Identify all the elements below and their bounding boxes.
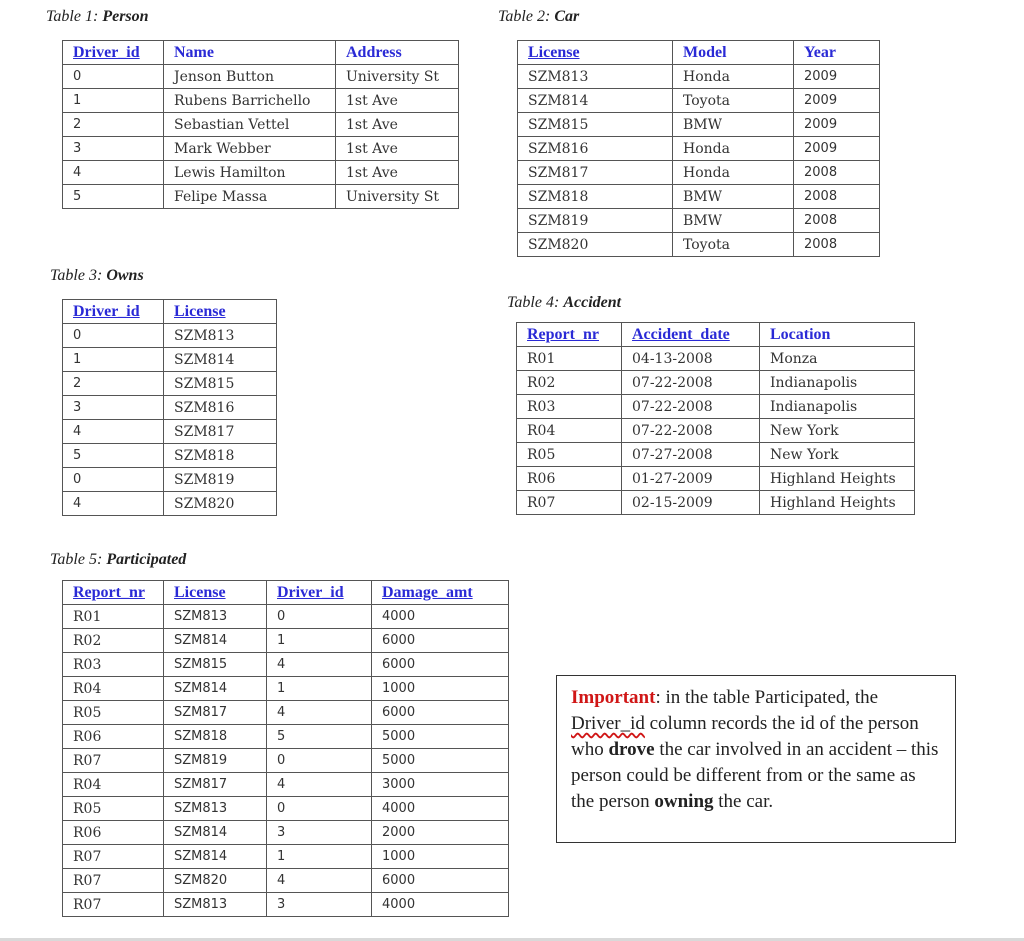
table-row bbox=[63, 629, 509, 653]
table-cell: 3 bbox=[267, 821, 372, 845]
table-cell: SZM817 bbox=[164, 701, 267, 725]
table-cell: 4 bbox=[267, 773, 372, 797]
table-cell: R07 bbox=[63, 893, 164, 917]
table-row bbox=[63, 372, 277, 396]
table-cell: R04 bbox=[63, 773, 164, 797]
table-cell: University St bbox=[336, 185, 459, 209]
note-text: column records the id of the person who bbox=[571, 713, 919, 760]
table-cell: SZM815 bbox=[164, 372, 277, 396]
table-row bbox=[63, 420, 277, 444]
column-header: License bbox=[164, 581, 267, 605]
table-row bbox=[63, 89, 459, 113]
table-cell: 2009 bbox=[794, 137, 880, 161]
table-row bbox=[63, 444, 277, 468]
table-cell: SZM814 bbox=[518, 89, 673, 113]
table-cell: 4 bbox=[63, 420, 164, 444]
table-cell: Highland Heights bbox=[760, 467, 915, 491]
table-cell: 1st Ave bbox=[336, 161, 459, 185]
table-row bbox=[63, 869, 509, 893]
table-cell: Indianapolis bbox=[760, 371, 915, 395]
table-cell: 1000 bbox=[372, 677, 509, 701]
table-row bbox=[63, 324, 277, 348]
caption-number: Table 3: bbox=[50, 267, 103, 284]
table-cell: 6000 bbox=[372, 629, 509, 653]
table-cell: 0 bbox=[267, 605, 372, 629]
table-cell: Honda bbox=[673, 161, 794, 185]
participated-table-caption bbox=[50, 551, 186, 569]
table-cell: Sebastian Vettel bbox=[164, 113, 336, 137]
table-cell: 07-22-2008 bbox=[622, 395, 760, 419]
table-header-row bbox=[63, 581, 509, 605]
table-cell: 04-13-2008 bbox=[622, 347, 760, 371]
table-cell: 2008 bbox=[794, 233, 880, 257]
table-header-row bbox=[518, 41, 880, 65]
table-row bbox=[63, 845, 509, 869]
table-cell: R07 bbox=[63, 749, 164, 773]
table-cell: 2008 bbox=[794, 185, 880, 209]
table-row bbox=[518, 113, 880, 137]
table-cell: 4 bbox=[267, 653, 372, 677]
table-cell: SZM814 bbox=[164, 629, 267, 653]
table-row bbox=[518, 89, 880, 113]
table-cell: 07-27-2008 bbox=[622, 443, 760, 467]
table-cell: Honda bbox=[673, 65, 794, 89]
table-cell: R06 bbox=[517, 467, 622, 491]
table-cell: 1 bbox=[267, 629, 372, 653]
table-row bbox=[63, 137, 459, 161]
table-cell: SZM819 bbox=[164, 749, 267, 773]
table-cell: 07-22-2008 bbox=[622, 419, 760, 443]
table-row bbox=[517, 347, 915, 371]
table-cell: SZM814 bbox=[164, 845, 267, 869]
column-header: Model bbox=[673, 41, 794, 65]
table-cell: BMW bbox=[673, 185, 794, 209]
table-row bbox=[518, 65, 880, 89]
table-cell: Mark Webber bbox=[164, 137, 336, 161]
table-row bbox=[63, 677, 509, 701]
table-row bbox=[63, 773, 509, 797]
column-header: Report_nr bbox=[517, 323, 622, 347]
table-cell: 1 bbox=[63, 89, 164, 113]
person-table-caption bbox=[46, 8, 149, 26]
table-cell: R07 bbox=[517, 491, 622, 515]
table-cell: SZM813 bbox=[164, 605, 267, 629]
table-cell: R04 bbox=[63, 677, 164, 701]
table-row bbox=[63, 797, 509, 821]
table-row bbox=[517, 395, 915, 419]
table-cell: 0 bbox=[63, 324, 164, 348]
column-header: Driver_id bbox=[267, 581, 372, 605]
table-cell: R05 bbox=[517, 443, 622, 467]
table-cell: 5000 bbox=[372, 725, 509, 749]
table-cell: 6000 bbox=[372, 701, 509, 725]
table-cell: Jenson Button bbox=[164, 65, 336, 89]
table-cell: SZM817 bbox=[164, 420, 277, 444]
table-cell: Toyota bbox=[673, 89, 794, 113]
table-cell: R06 bbox=[63, 821, 164, 845]
table-row bbox=[63, 725, 509, 749]
table-cell: SZM814 bbox=[164, 677, 267, 701]
table-cell: 2009 bbox=[794, 113, 880, 137]
table-cell: SZM819 bbox=[164, 468, 277, 492]
table-row bbox=[63, 653, 509, 677]
caption-name: Person bbox=[102, 8, 149, 25]
table-cell: 1st Ave bbox=[336, 89, 459, 113]
caption-number: Table 4: bbox=[507, 294, 560, 311]
table-cell: 2008 bbox=[794, 209, 880, 233]
table-cell: 4000 bbox=[372, 605, 509, 629]
driver-id-term: Driver_id bbox=[571, 713, 645, 734]
table-cell: 07-22-2008 bbox=[622, 371, 760, 395]
table-header-row bbox=[517, 323, 915, 347]
table-header-row bbox=[63, 300, 277, 324]
table-cell: SZM819 bbox=[518, 209, 673, 233]
column-header: Driver_id bbox=[63, 41, 164, 65]
caption-name: Car bbox=[554, 8, 580, 25]
table-cell: SZM817 bbox=[164, 773, 267, 797]
table-cell: 3 bbox=[63, 137, 164, 161]
table-cell: 6000 bbox=[372, 653, 509, 677]
table-row bbox=[63, 492, 277, 516]
table-cell: R05 bbox=[63, 701, 164, 725]
table-cell: 4000 bbox=[372, 893, 509, 917]
owns-table-caption bbox=[50, 267, 144, 285]
table-row bbox=[63, 396, 277, 420]
table-cell: SZM814 bbox=[164, 348, 277, 372]
table-cell: SZM813 bbox=[518, 65, 673, 89]
table-cell: SZM817 bbox=[518, 161, 673, 185]
table-cell: SZM816 bbox=[164, 396, 277, 420]
caption-name: Owns bbox=[106, 267, 144, 284]
table-cell: 3 bbox=[63, 396, 164, 420]
table-cell: University St bbox=[336, 65, 459, 89]
note-text: the car involved in an accident – this person could be different from or the same as the person bbox=[571, 739, 939, 812]
table-row bbox=[518, 137, 880, 161]
table-cell: Rubens Barrichello bbox=[164, 89, 336, 113]
table-cell: 1st Ave bbox=[336, 113, 459, 137]
table-cell: SZM818 bbox=[164, 725, 267, 749]
note-text: the car. bbox=[713, 791, 774, 812]
column-header: Damage_amt bbox=[372, 581, 509, 605]
column-header: Accident_date bbox=[622, 323, 760, 347]
column-header: Location bbox=[760, 323, 915, 347]
table-row bbox=[63, 701, 509, 725]
accident-table-caption bbox=[507, 294, 621, 312]
table-cell: 3000 bbox=[372, 773, 509, 797]
table-cell: Toyota bbox=[673, 233, 794, 257]
table-cell: 4000 bbox=[372, 797, 509, 821]
table-cell: SZM813 bbox=[164, 324, 277, 348]
important-note bbox=[556, 675, 956, 843]
table-cell: R02 bbox=[63, 629, 164, 653]
table-row bbox=[63, 749, 509, 773]
table-cell: 1 bbox=[267, 677, 372, 701]
table-cell: SZM816 bbox=[518, 137, 673, 161]
table-cell: SZM815 bbox=[518, 113, 673, 137]
caption-number: Table 5: bbox=[50, 551, 103, 568]
table-row bbox=[63, 821, 509, 845]
table-row bbox=[518, 209, 880, 233]
table-cell: 1st Ave bbox=[336, 137, 459, 161]
table-cell: 6000 bbox=[372, 869, 509, 893]
table-header-row bbox=[63, 41, 459, 65]
table-cell: R03 bbox=[63, 653, 164, 677]
table-cell: Indianapolis bbox=[760, 395, 915, 419]
table-cell: 5 bbox=[63, 185, 164, 209]
table-cell: 4 bbox=[63, 161, 164, 185]
table-cell: 1 bbox=[267, 845, 372, 869]
column-header: Address bbox=[336, 41, 459, 65]
table-cell: 4 bbox=[63, 492, 164, 516]
column-header: Driver_id bbox=[63, 300, 164, 324]
column-header: License bbox=[518, 41, 673, 65]
table-cell: Highland Heights bbox=[760, 491, 915, 515]
table-row bbox=[63, 65, 459, 89]
table-cell: 2009 bbox=[794, 89, 880, 113]
table-cell: R01 bbox=[63, 605, 164, 629]
table-cell: R01 bbox=[517, 347, 622, 371]
table-cell: R03 bbox=[517, 395, 622, 419]
table-cell: Honda bbox=[673, 137, 794, 161]
table-cell: SZM820 bbox=[164, 492, 277, 516]
table-cell: BMW bbox=[673, 209, 794, 233]
table-cell: R07 bbox=[63, 869, 164, 893]
table-cell: 0 bbox=[63, 468, 164, 492]
table-cell: 2 bbox=[63, 372, 164, 396]
table-cell: 01-27-2009 bbox=[622, 467, 760, 491]
table-row bbox=[63, 605, 509, 629]
table-cell: R04 bbox=[517, 419, 622, 443]
column-header: Year bbox=[794, 41, 880, 65]
table-cell: 4 bbox=[267, 701, 372, 725]
table-cell: 2009 bbox=[794, 65, 880, 89]
table-cell: R05 bbox=[63, 797, 164, 821]
table-cell: 5 bbox=[63, 444, 164, 468]
note-text: : in the table Participated, the bbox=[655, 687, 879, 708]
owns-table bbox=[62, 299, 277, 516]
caption-number: Table 2: bbox=[498, 8, 551, 25]
caption-name: Accident bbox=[563, 294, 622, 311]
table-cell: SZM818 bbox=[518, 185, 673, 209]
table-cell: Lewis Hamilton bbox=[164, 161, 336, 185]
table-cell: 02-15-2009 bbox=[622, 491, 760, 515]
table-row bbox=[517, 371, 915, 395]
table-cell: 0 bbox=[267, 749, 372, 773]
table-cell: SZM814 bbox=[164, 821, 267, 845]
table-cell: 0 bbox=[267, 797, 372, 821]
table-row bbox=[518, 161, 880, 185]
table-cell: 0 bbox=[63, 65, 164, 89]
table-row bbox=[63, 468, 277, 492]
table-cell: New York bbox=[760, 419, 915, 443]
column-header: License bbox=[164, 300, 277, 324]
person-table bbox=[62, 40, 459, 209]
table-row bbox=[517, 443, 915, 467]
table-cell: R07 bbox=[63, 845, 164, 869]
column-header: Report_nr bbox=[63, 581, 164, 605]
owning-emphasis: owning bbox=[654, 791, 714, 812]
table-cell: SZM813 bbox=[164, 893, 267, 917]
table-cell: SZM818 bbox=[164, 444, 277, 468]
table-row bbox=[63, 893, 509, 917]
table-row bbox=[63, 348, 277, 372]
car-table bbox=[517, 40, 880, 257]
table-cell: SZM820 bbox=[164, 869, 267, 893]
car-table-caption bbox=[498, 8, 579, 26]
important-label: Important bbox=[571, 687, 656, 708]
table-cell: 2 bbox=[63, 113, 164, 137]
table-cell: Felipe Massa bbox=[164, 185, 336, 209]
table-cell: 3 bbox=[267, 893, 372, 917]
table-row bbox=[63, 161, 459, 185]
table-row bbox=[63, 185, 459, 209]
table-cell: 4 bbox=[267, 869, 372, 893]
table-row bbox=[518, 233, 880, 257]
caption-name: Participated bbox=[106, 551, 187, 568]
table-cell: 2000 bbox=[372, 821, 509, 845]
table-cell: 5000 bbox=[372, 749, 509, 773]
table-cell: 5 bbox=[267, 725, 372, 749]
participated-table bbox=[62, 580, 509, 917]
table-row bbox=[63, 113, 459, 137]
table-cell: New York bbox=[760, 443, 915, 467]
table-cell: 1000 bbox=[372, 845, 509, 869]
table-cell: SZM813 bbox=[164, 797, 267, 821]
table-cell: R02 bbox=[517, 371, 622, 395]
table-cell: 1 bbox=[63, 348, 164, 372]
table-cell: Monza bbox=[760, 347, 915, 371]
table-cell: SZM815 bbox=[164, 653, 267, 677]
accident-table bbox=[516, 322, 915, 515]
caption-number: Table 1: bbox=[46, 8, 99, 25]
table-row bbox=[518, 185, 880, 209]
table-row bbox=[517, 467, 915, 491]
table-row bbox=[517, 419, 915, 443]
column-header: Name bbox=[164, 41, 336, 65]
table-cell: SZM820 bbox=[518, 233, 673, 257]
table-cell: R06 bbox=[63, 725, 164, 749]
table-cell: 2008 bbox=[794, 161, 880, 185]
table-cell: BMW bbox=[673, 113, 794, 137]
drove-emphasis: drove bbox=[608, 739, 655, 760]
table-row bbox=[517, 491, 915, 515]
